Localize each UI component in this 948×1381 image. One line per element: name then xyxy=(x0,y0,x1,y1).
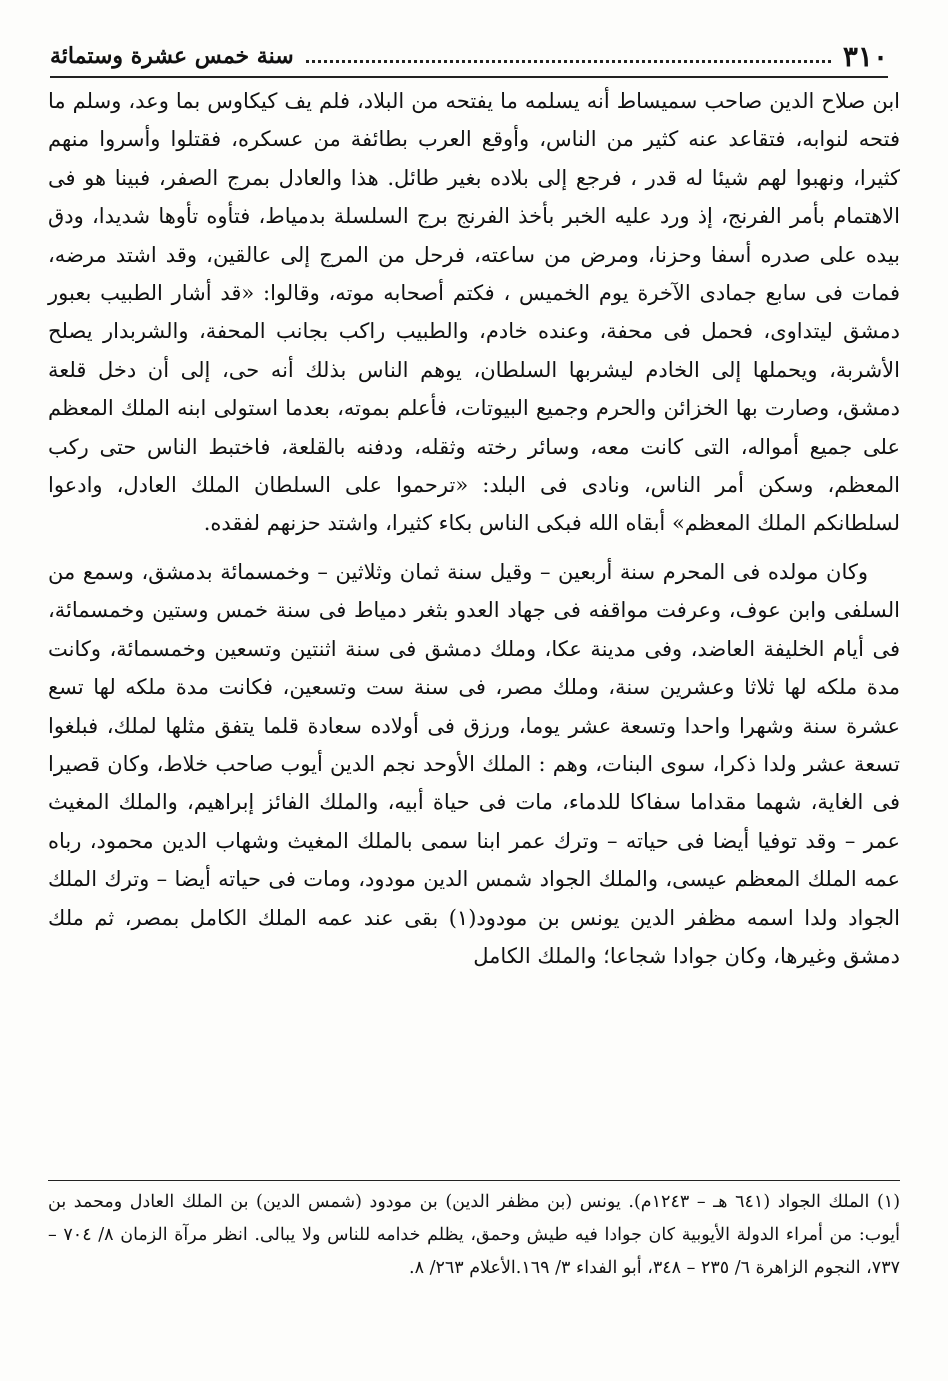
dotted-leader xyxy=(306,60,831,63)
running-title: سنة خمس عشرة وستمائة xyxy=(50,43,294,69)
footnotes xyxy=(48,1186,900,1285)
main-text xyxy=(48,82,900,975)
footnote-1: (١) الملك الجواد (٦٤١ هـ – ١٢٤٣م). يونس (بن مظفر الدين) بن مودود (شمس الدين) بن الملك العادل ومحمد بن أيوب: من أمراء الدولة الأيوبية كان جوادا فيه طيش وحمق، يظلم خدامه للناس ولا يبالى. انظر مرآة الزمان ٨/ ٧٠٤ – ٧٣٧، النجوم الزاهرة ٦/ ٢٣٥ – ٣٤٨، أبو الفداء ٣/ ١٦٩.الأعلام ٢٦٣/ ٨. xyxy=(48,1192,901,1278)
paragraph-2: وكان مولده فى المحرم سنة أربعين – وقيل سنة ثمان وثلاثين – وخمسمائة بدمشق، وسمع من السلفى وابن عوف، وعرفت مواقفه فى جهاد العدو بثغر دمياط فى سنة خمس وستين وخمسمائة، فى أيام الخليفة العاضد، وفى مدينة عكا، وملك دمشق فى سنة اثنتين وتسعين وخمسمائة، وكانت مدة ملكه لها ثلاثا وعشرين سنة، وملك مصر، فى سنة ست وتسعين، فكانت مدة ملكه لها تسع عشرة سنة وشهرا واحدا وتسعة عشر يوما، ورزق فى أولاده سعادة قلما يتفق مثلها لملك، فبلغوا تسعة عشر ولدا ذكرا، سوى البنات، وهم : الملك الأوحد نجم الدين أيوب صاحب خلاط، وكان قصيرا فى الغاية، شهما مقداما سفاكا للدماء، مات فى حياة أبيه، والملك الفائز إبراهيم، والملك المغيث عمر – وقد توفيا أيضا فى حياته – وترك عمر ابنا سمى بالملك المغيث وشهاب الدين محمود، رباه عمه الملك المعظم عيسى، والملك الجواد شمس الدين مودود، ومات فى حياته أيضا – وترك الملك الجواد ولدا اسمه مظفر الدين يونس بن مودود(١) بقى عند عمه الملك الكامل بمصر، ثم ملك دمشق وغيرها، وكان جوادا شجاعا؛ والملك الكامل xyxy=(48,559,900,968)
footnote-separator xyxy=(48,1180,900,1181)
paragraph-1: ابن صلاح الدين صاحب سميساط أنه يسلمه ما يفتحه من البلاد، فلم يف كيكاوس بما وعد، وسلم ما فتحه لنوابه، فتقاعد عنه كثير من الناس، وأوقع العرب بطائفة من عسكره، فقتلوا وأسروا منهم كثيرا، ونهبوا لهم شيئا له قدر ، فرجع إلى بلاده بغير طائل. هذا والعادل بمرج الصفر، فبينا هو فى الاهتمام بأمر الفرنج، إذ ورد عليه الخبر بأخذ الفرنج برج السلسلة بدمياط، فتأوه تأوها شديدا، ودق بيده على صدره أسفا وحزنا، ومرض من ساعته، فرحل من المرج إلى عالقين، وقد اشتد مرضه، فمات فى سابع جمادى الآخرة يوم الخميس ، فكتم أصحابه موته، وقالوا: «قد أشار الطبيب بعبور دمشق ليتداوى، فحمل فى محفة، وعنده خادم، والطبيب راكب بجانب المحفة، والشربدار يصلح الأشربة، ويحملها إلى الخادم ليشربها السلطان، يوهم الناس بذلك أنه حى، إلى أن دخل قلعة دمشق، وصارت بها الخزائن والحرم وجميع البيوتات، فأعلم بموته، بعدما استولى ابنه الملك المعظم على جميع أمواله، التى كانت معه، وسائر رخته وثقله، ودفنه بالقلعة، فاختبط الناس حتى ركب المعظم، وسكن أمر الناس، ونادى فى البلد: «ترحموا على السلطان الملك العادل، وادعوا لسلطانكم الملك المعظم» أبقاه الله فبكى الناس بكاء كثيرا، واشتد حزنهم لفقده. xyxy=(48,89,900,536)
page-number: ٣١٠ xyxy=(842,39,888,73)
running-header xyxy=(50,36,888,78)
